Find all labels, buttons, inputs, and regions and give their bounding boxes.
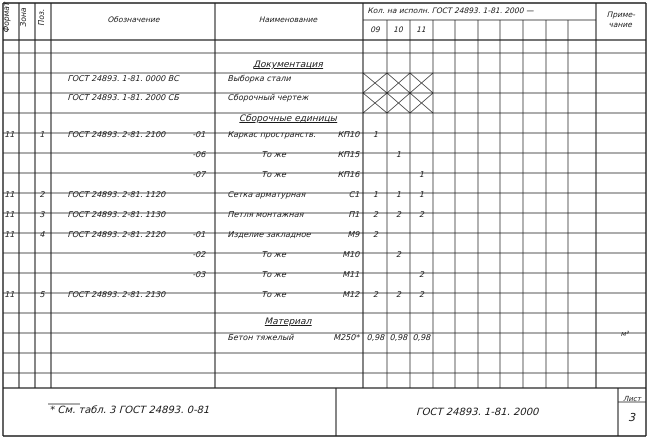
row-designation-suffix: -02 <box>192 250 207 259</box>
row-position: 3 <box>39 210 46 219</box>
row-code: С1 <box>349 190 361 199</box>
row-designation: ГОСТ 24893. 2-81. 2120 <box>67 230 167 239</box>
header-designation: Обозначение <box>107 15 161 24</box>
row-quantity: 0,98 <box>389 333 409 342</box>
row-designation: ГОСТ 24893. 2-81. 1130 <box>67 210 167 219</box>
row-name: Сетка арматурная <box>227 190 307 199</box>
row-format: 11 <box>4 190 16 199</box>
row-quantity: 0,98 <box>366 333 386 342</box>
row-designation-suffix: -01 <box>192 230 207 239</box>
row-quantity: 1 <box>419 190 425 199</box>
row-position: 4 <box>39 230 46 239</box>
row-name: Петля монтажная <box>227 210 305 219</box>
section-assembly-units: Сборочные единицы <box>239 114 338 124</box>
row-quantity: 2 <box>419 210 425 219</box>
header-variant-09: 09 <box>370 25 381 34</box>
row-designation: ГОСТ 24893. 1-81. 0000 ВС <box>67 74 180 83</box>
section-materials: Материал <box>264 317 313 327</box>
row-code: КП10 <box>337 130 361 139</box>
header-variant-11: 11 <box>416 25 427 34</box>
sheet-number: 3 <box>628 411 637 424</box>
row-quantity: 0,98 <box>412 333 432 342</box>
row-designation-suffix: -07 <box>192 170 207 179</box>
row-name: То же <box>261 250 287 259</box>
sheet-label: Лист <box>623 395 642 403</box>
row-quantity: 1 <box>419 170 425 179</box>
row-name: Выборка стали <box>227 74 292 83</box>
row-name: То же <box>261 170 287 179</box>
row-quantity: 2 <box>373 290 379 299</box>
row-format: 11 <box>4 230 16 239</box>
row-code: М11 <box>342 270 361 279</box>
row-quantity: 2 <box>396 290 402 299</box>
header-note: Приме- чание <box>606 10 636 29</box>
row-format: 11 <box>4 130 16 139</box>
row-designation: ГОСТ 24893. 2-81. 1120 <box>67 190 167 199</box>
row-name: Бетон тяжелый <box>227 333 295 342</box>
row-quantity: 1 <box>396 150 402 159</box>
row-note: м³ <box>620 330 630 338</box>
row-quantity: 2 <box>396 210 402 219</box>
row-format: 11 <box>4 210 16 219</box>
row-quantity: 2 <box>419 270 425 279</box>
section-documentation: Документация <box>253 60 324 70</box>
row-designation: ГОСТ 24893. 2-81. 2100 <box>67 130 167 139</box>
row-name: То же <box>261 150 287 159</box>
row-designation-suffix: -06 <box>192 150 207 159</box>
row-code: М250* <box>333 333 361 342</box>
footer-note: * См. табл. 3 ГОСТ 24893. 0-81 <box>49 405 211 416</box>
row-quantity: 1 <box>373 190 379 199</box>
row-quantity: 2 <box>396 250 402 259</box>
header-name: Наименование <box>259 15 318 24</box>
row-position: 1 <box>39 130 46 139</box>
row-code: М10 <box>342 250 361 259</box>
row-name: То же <box>261 290 287 299</box>
header-pos: Поз. <box>37 8 46 26</box>
row-quantity: 1 <box>396 190 402 199</box>
row-designation: ГОСТ 24893. 2-81. 2130 <box>67 290 167 299</box>
row-code: КП15 <box>337 150 361 159</box>
row-name: Каркас пространств. <box>227 130 317 139</box>
header-variant-10: 10 <box>393 25 404 34</box>
row-designation-suffix: -01 <box>192 130 207 139</box>
row-name: То же <box>261 270 287 279</box>
row-quantity: 2 <box>419 290 425 299</box>
document-number: ГОСТ 24893. 1-81. 2000 <box>416 407 540 418</box>
header-zone: Зона <box>19 7 28 27</box>
row-position: 5 <box>39 290 46 299</box>
row-code: М12 <box>342 290 361 299</box>
row-quantity: 2 <box>373 210 379 219</box>
row-position: 2 <box>39 190 46 199</box>
row-name: Сборочный чертеж <box>227 93 310 102</box>
header-quantity-title: Кол. на исполн. ГОСТ 24893. 1-81. 2000 — <box>367 6 535 15</box>
row-code: М9 <box>347 230 361 239</box>
row-quantity: 1 <box>373 130 379 139</box>
row-format: 11 <box>4 290 16 299</box>
header-format: Формат <box>2 1 11 33</box>
row-name: Изделие закладное <box>227 230 312 239</box>
row-code: КП16 <box>337 170 361 179</box>
row-designation: ГОСТ 24893. 1-81. 2000 СБ <box>67 93 180 102</box>
row-quantity: 2 <box>373 230 379 239</box>
row-designation-suffix: -03 <box>192 270 207 279</box>
row-code: П1 <box>348 210 361 219</box>
